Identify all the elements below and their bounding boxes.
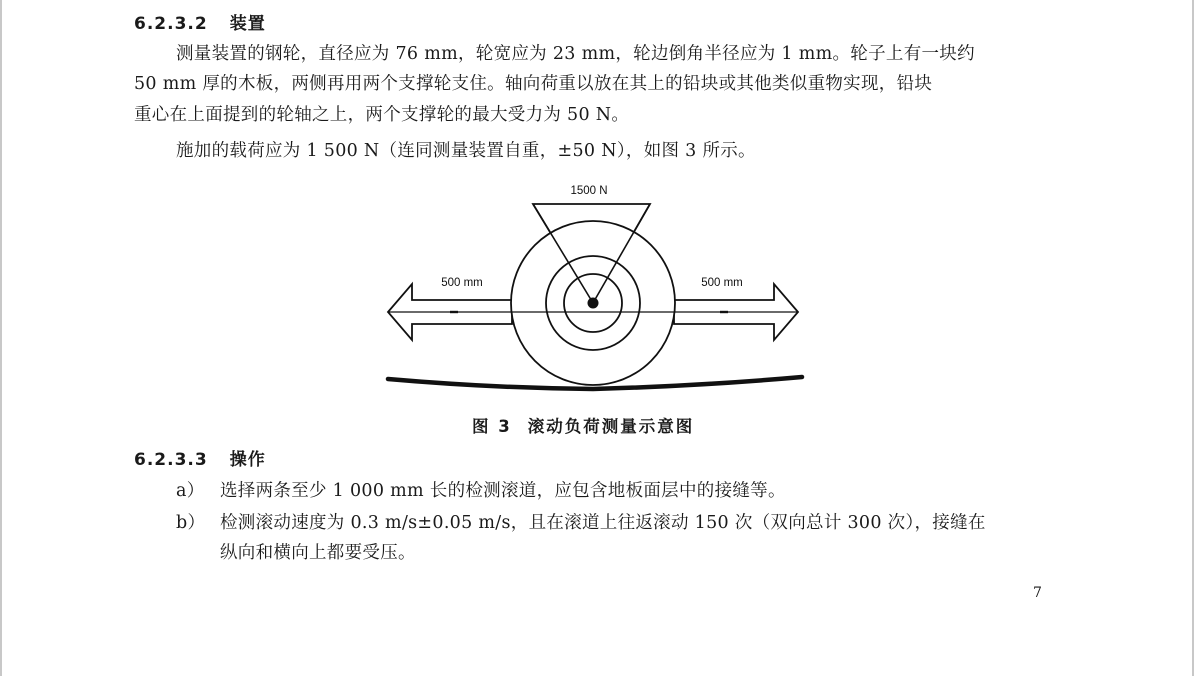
section-heading-6-2-3-2 [134, 9, 266, 34]
axle-point [588, 298, 599, 309]
page-left-border [0, 0, 2, 676]
right-distance-label: 500 mm [701, 277, 743, 289]
list-item-marker: a） [176, 481, 205, 501]
load-label: 1500 N [570, 185, 608, 197]
left-distance-label: 500 mm [441, 277, 483, 289]
list-item-text: 选择两条至少 1 000 mm 长的检测滚道，应包含地板面层中的接缝等。 [220, 481, 786, 501]
paragraph-line: 50 mm 厚的木板，两侧再用两个支撑轮支住。轴向荷重以放在其上的铅块或其他类似重物实现，铅块 [134, 74, 933, 94]
section-number: 6.2.3.2 [134, 14, 208, 34]
paragraph-line: 施加的载荷应为 1 500 N（连同测量装置自重，±50 N），如图 3 所示。 [176, 141, 756, 161]
section-heading-6-2-3-3 [134, 445, 266, 470]
caption-number: 图 3 [472, 417, 512, 436]
page-number: 7 [1033, 585, 1042, 601]
paragraph-line: 重心在上面提到的轮轴之上，两个支撑轮的最大受力为 50 N。 [134, 105, 630, 125]
figure-caption [472, 413, 694, 437]
list-item-marker: b） [176, 513, 206, 533]
section-number: 6.2.3.3 [134, 450, 208, 470]
section-title: 操作 [229, 450, 266, 470]
list-item-text: 纵向和横向上都要受压。 [220, 543, 416, 563]
caption-title: 滚动负荷测量示意图 [527, 417, 695, 436]
paragraph-line: 测量装置的钢轮，直径应为 76 mm，轮宽应为 23 mm，轮边倒角半径应为 1 mm。轮子上有一块约 [176, 44, 975, 64]
list-item-text: 检测滚动速度为 0.3 m/s±0.05 m/s，且在滚道上往返滚动 150 次（双向总计 300 次），接缝在 [220, 513, 986, 533]
rolling-load-diagram [380, 178, 810, 398]
section-title: 装置 [229, 14, 266, 34]
